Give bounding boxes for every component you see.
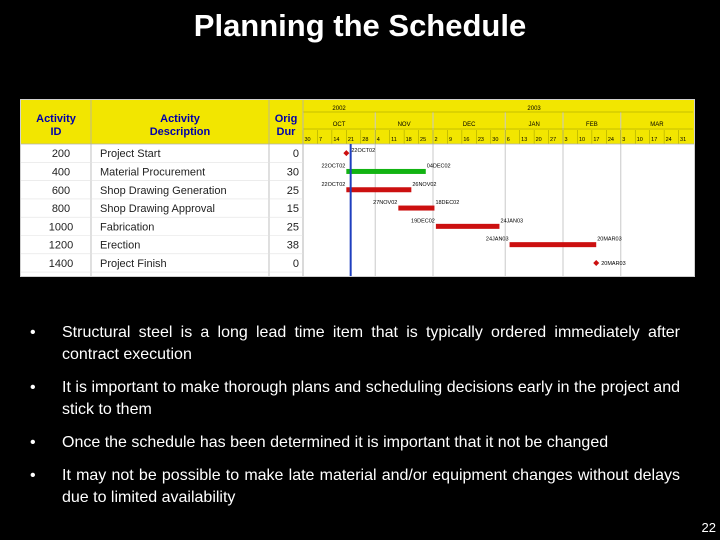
activity-description: Erection bbox=[100, 239, 141, 252]
bar-start-label: 24JAN03 bbox=[485, 236, 509, 243]
bar-start-label: 22OCT02 bbox=[321, 181, 346, 188]
activity-duration: 30 bbox=[286, 166, 299, 179]
activity-description: Project Finish bbox=[100, 257, 167, 270]
timescale-day: 21 bbox=[347, 137, 354, 143]
gantt-svg bbox=[21, 100, 694, 276]
activity-description: Project Start bbox=[100, 148, 161, 161]
timescale-month: MAR bbox=[650, 122, 664, 128]
activity-id: 400 bbox=[51, 166, 71, 179]
timescale-year: 2003 bbox=[527, 106, 541, 112]
column-header-duration-top: Orig bbox=[274, 113, 298, 125]
activity-id: 200 bbox=[51, 148, 71, 161]
timescale-day: 27 bbox=[550, 137, 557, 143]
activity-id: 800 bbox=[51, 203, 71, 216]
activity-id: 1400 bbox=[48, 257, 74, 270]
bar-start-label: 22OCT02 bbox=[321, 163, 346, 170]
timescale-day: 7 bbox=[318, 137, 323, 143]
bullet-text: It is important to make thorough plans and scheduling decisions early in the project and stick to them bbox=[62, 379, 680, 418]
timescale-day: 16 bbox=[463, 137, 470, 143]
activity-duration: 25 bbox=[286, 221, 299, 234]
bar-finish-label: 20MAR03 bbox=[597, 236, 622, 243]
activity-id: 600 bbox=[51, 184, 71, 197]
bullet-text: Once the schedule has been determined it is important that it not be changed bbox=[62, 434, 609, 451]
timescale-year: 2002 bbox=[332, 106, 346, 112]
timescale-day: 10 bbox=[578, 137, 586, 143]
bar-finish-label: 04DEC02 bbox=[426, 163, 451, 170]
activity-description: Shop Drawing Generation bbox=[100, 184, 227, 197]
activity-bar bbox=[346, 187, 411, 192]
milestone-marker bbox=[343, 150, 349, 156]
timescale-day: 9 bbox=[448, 137, 453, 143]
column-header-duration-bottom: Dur bbox=[276, 126, 296, 138]
bullet-marker: • bbox=[30, 324, 36, 341]
timescale-month: JAN bbox=[528, 122, 540, 128]
timescale-day: 10 bbox=[636, 137, 643, 143]
timescale-month: OCT bbox=[332, 122, 346, 128]
timescale-day: 28 bbox=[362, 137, 369, 143]
timescale-day: 31 bbox=[680, 137, 687, 143]
timescale-month: FEB bbox=[586, 122, 598, 128]
timescale-day: 25 bbox=[420, 137, 427, 143]
activity-duration: 0 bbox=[292, 148, 299, 161]
bullet-marker: • bbox=[30, 379, 36, 396]
timescale-day: 17 bbox=[593, 137, 600, 143]
activity-description: Shop Drawing Approval bbox=[100, 203, 215, 216]
activity-id: 1000 bbox=[48, 221, 74, 234]
bullet-item bbox=[30, 377, 680, 421]
timescale-day: 4 bbox=[376, 137, 380, 143]
timescale-day: 3 bbox=[622, 137, 626, 143]
timescale-month: DEC bbox=[462, 122, 476, 128]
activity-duration: 15 bbox=[286, 203, 299, 216]
bullet-item bbox=[30, 432, 680, 454]
activity-description: Material Procurement bbox=[100, 166, 206, 179]
milestone-marker bbox=[593, 260, 599, 266]
bullet-text: Structural steel is a long lead time item that is typically ordered immediately after contract execution bbox=[62, 324, 680, 363]
bar-finish-label: 18DEC02 bbox=[435, 200, 460, 207]
timescale-day: 23 bbox=[477, 137, 484, 143]
column-header-description-top: Activity bbox=[160, 113, 200, 125]
timescale-day: 30 bbox=[304, 137, 311, 143]
timescale-day: 13 bbox=[521, 137, 528, 143]
bar-finish-label: 24JAN03 bbox=[500, 218, 524, 225]
bar-start-label: 19DEC02 bbox=[411, 218, 435, 225]
bullet-marker: • bbox=[30, 434, 36, 451]
activity-id: 1200 bbox=[48, 239, 74, 252]
timescale-day: 20 bbox=[535, 137, 542, 143]
timescale-day: 14 bbox=[333, 137, 340, 143]
activity-duration: 38 bbox=[286, 239, 299, 252]
slide-title: Planning the Schedule bbox=[193, 8, 527, 43]
gantt-chart bbox=[20, 99, 695, 277]
timescale-day: 24 bbox=[665, 137, 672, 143]
activity-bar bbox=[346, 169, 425, 174]
timescale-day: 3 bbox=[564, 137, 568, 143]
timescale-day: 11 bbox=[391, 137, 397, 143]
activity-bar bbox=[398, 206, 434, 211]
bullet-item bbox=[30, 322, 680, 366]
timescale-day: 2 bbox=[434, 137, 438, 143]
bar-start-label: 22OCT02 bbox=[351, 148, 376, 155]
activity-bar bbox=[510, 242, 597, 247]
bullet-list bbox=[30, 322, 680, 520]
bar-finish-label: 26NOV02 bbox=[412, 181, 437, 188]
bar-finish-label: 20MAR03 bbox=[601, 260, 626, 267]
timescale-day: 6 bbox=[506, 137, 510, 143]
timescale-day: 24 bbox=[607, 137, 614, 143]
activity-duration: 0 bbox=[292, 257, 299, 270]
bullet-item bbox=[30, 465, 680, 509]
timescale-day: 18 bbox=[405, 137, 412, 143]
activity-duration: 25 bbox=[286, 184, 299, 197]
bar-start-label: 27NOV02 bbox=[373, 200, 398, 207]
slide-number: 22 bbox=[701, 520, 716, 535]
activity-bar bbox=[436, 224, 500, 229]
bullet-text: It may not be possible to make late material and/or equipment changes without delays due to limited availability bbox=[62, 467, 680, 506]
timescale-month: NOV bbox=[397, 122, 411, 128]
column-header-id-top: Activity bbox=[36, 113, 76, 125]
column-header-description-bottom: Description bbox=[149, 126, 211, 138]
timescale-day: 30 bbox=[492, 137, 499, 143]
timescale-day: 17 bbox=[651, 137, 658, 143]
activity-description: Fabrication bbox=[100, 221, 155, 234]
bullet-marker: • bbox=[30, 467, 36, 484]
column-header-id-bottom: ID bbox=[50, 126, 62, 138]
